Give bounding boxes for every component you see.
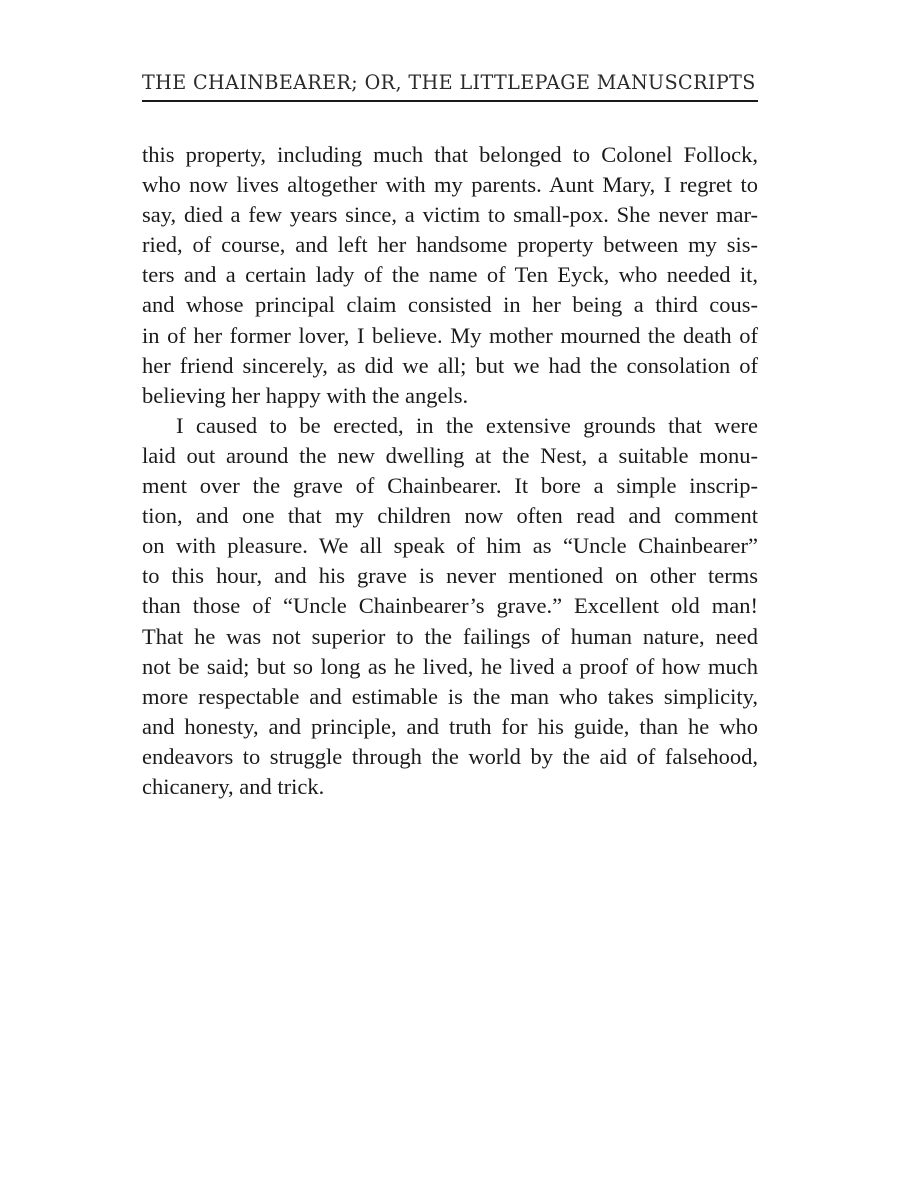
text-line: believing her happy with the angels.	[142, 382, 469, 408]
text-line: this property, including much that belonged to Colonel Follock,	[142, 142, 758, 167]
text-line: to this hour, and his grave is never mentioned on other terms	[142, 563, 758, 589]
text-line: who now lives altogether with my parents. Aunt Mary, I regret to	[142, 172, 758, 198]
text-line: and whose principal claim consisted in her being a third cous-	[142, 292, 758, 318]
text-line: ried, of course, and left her handsome property between my sis-	[142, 232, 758, 258]
text-line: on with pleasure. We all speak of him as “Uncle Chainbearer”	[142, 533, 758, 559]
paragraph	[142, 140, 758, 411]
text-line: endeavors to struggle through the world by the aid of falsehood,	[142, 743, 758, 769]
text-line: more respectable and estimable is the man who takes simplicity,	[142, 683, 758, 709]
text-line: ters and a certain lady of the name of Ten Eyck, who needed it,	[142, 262, 758, 288]
running-head-title: THE CHAINBEARER; OR, THE LITTLEPAGE MANUSCRIPTS	[142, 71, 756, 94]
text-line: laid out around the new dwelling at the Nest, a suitable monu-	[142, 442, 758, 468]
text-line: in of her former lover, I believe. My mother mourned the death of	[142, 322, 758, 348]
text-line: not be said; but so long as he lived, he lived a proof of how much	[142, 653, 758, 679]
text-line: her friend sincerely, as did we all; but we had the consolation of	[142, 352, 758, 378]
text-line: I caused to be erected, in the extensive grounds that were	[176, 412, 758, 438]
body-text	[142, 140, 758, 802]
text-line: say, died a few years since, a victim to small-pox. She never mar-	[142, 202, 758, 228]
header-rule	[142, 100, 758, 102]
text-line: and honesty, and principle, and truth for his guide, than he who	[142, 713, 758, 739]
text-line: tion, and one that my children now often read and comment	[142, 503, 758, 529]
text-line: than those of “Uncle Chainbearer’s grave.” Excellent old man!	[142, 593, 758, 619]
text-line: That he was not superior to the failings of human nature, need	[142, 623, 758, 649]
paragraph	[142, 411, 758, 802]
text-line: chicanery, and trick.	[142, 773, 325, 799]
text-line: ment over the grave of Chainbearer. It bore a simple inscrip-	[142, 473, 758, 499]
